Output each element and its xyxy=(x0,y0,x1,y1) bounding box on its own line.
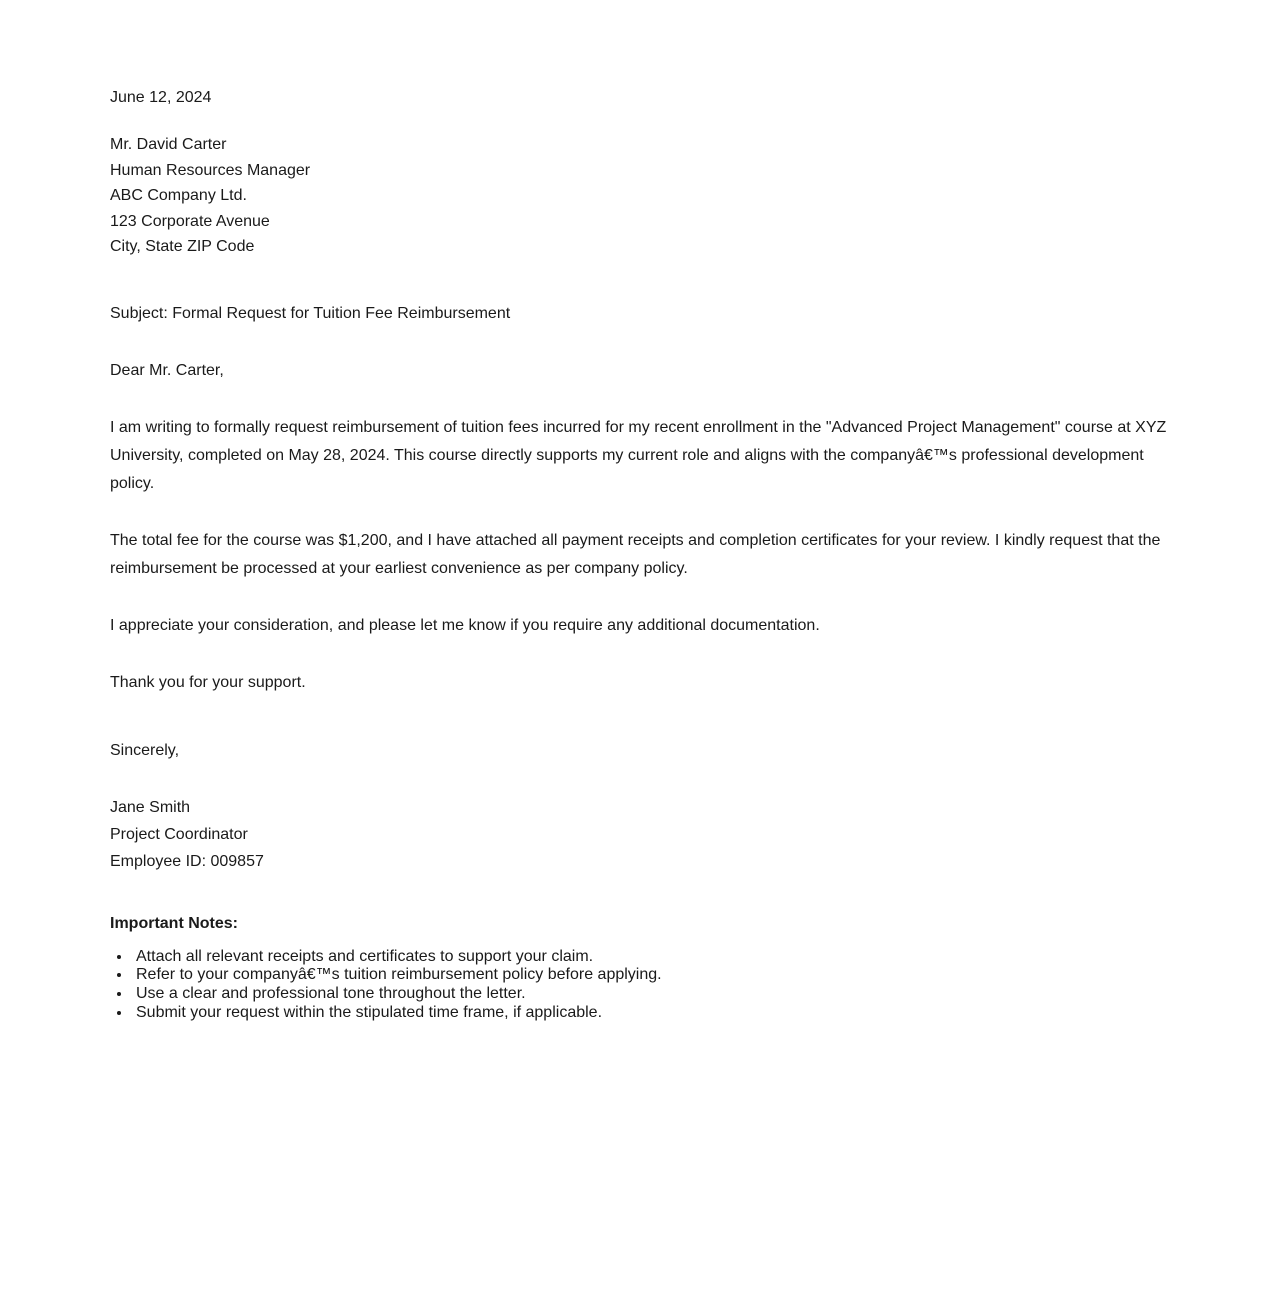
closing: Sincerely, xyxy=(110,741,180,759)
recipient-street: 123 Corporate Avenue xyxy=(110,212,270,230)
signature-name: Jane Smith xyxy=(110,798,191,816)
recipient-address-block xyxy=(110,132,1168,260)
body-paragraph-2: The total fee for the course was $1,200, and I have attached all payment receipts and completion certificates for your review. I kindly request that the reimbursement be processed at your earliest convenience as per company policy. xyxy=(110,531,1161,577)
notes-list-item: • Refer to your companyâ€™s tuition reimbursement policy before applying. xyxy=(132,966,1168,984)
letter-document xyxy=(110,84,1168,1022)
body-paragraph-1: I am writing to formally request reimbursement of tuition fees incurred for my recent enrollment in the "Advanced Project Management" course at XYZ University, completed on May 28, 2024. This course directly supports my current role and aligns with the companyâ€™s professional development policy. xyxy=(110,418,1167,492)
body-paragraph-4: Thank you for your support. xyxy=(110,673,306,691)
notes-list-item: • Attach all relevant receipts and certificates to support your claim. xyxy=(132,948,1168,966)
notes-list-item: • Submit your request within the stipulated time frame, if applicable. xyxy=(132,1004,1168,1022)
letter-date: June 12, 2024 xyxy=(110,89,212,106)
body-paragraph-3: I appreciate your consideration, and please let me know if you require any additional documentation. xyxy=(110,616,820,634)
recipient-title: Human Resources Manager xyxy=(110,161,311,179)
signature-title: Project Coordinator xyxy=(110,826,248,844)
signature-block xyxy=(110,794,1168,876)
recipient-city-line: City, State ZIP Code xyxy=(110,238,255,256)
signature-employee-id: Employee ID: 009857 xyxy=(110,853,264,871)
notes-list-item: • Use a clear and professional tone throughout the letter. xyxy=(132,985,1168,1003)
recipient-company: ABC Company Ltd. xyxy=(110,187,247,205)
notes-list xyxy=(110,948,1168,1023)
subject-line: Subject: Formal Request for Tuition Fee Reimbursement xyxy=(110,304,511,322)
greeting: Dear Mr. Carter, xyxy=(110,361,224,379)
recipient-name: Mr. David Carter xyxy=(110,136,227,153)
notes-heading: Important Notes: xyxy=(110,914,238,932)
